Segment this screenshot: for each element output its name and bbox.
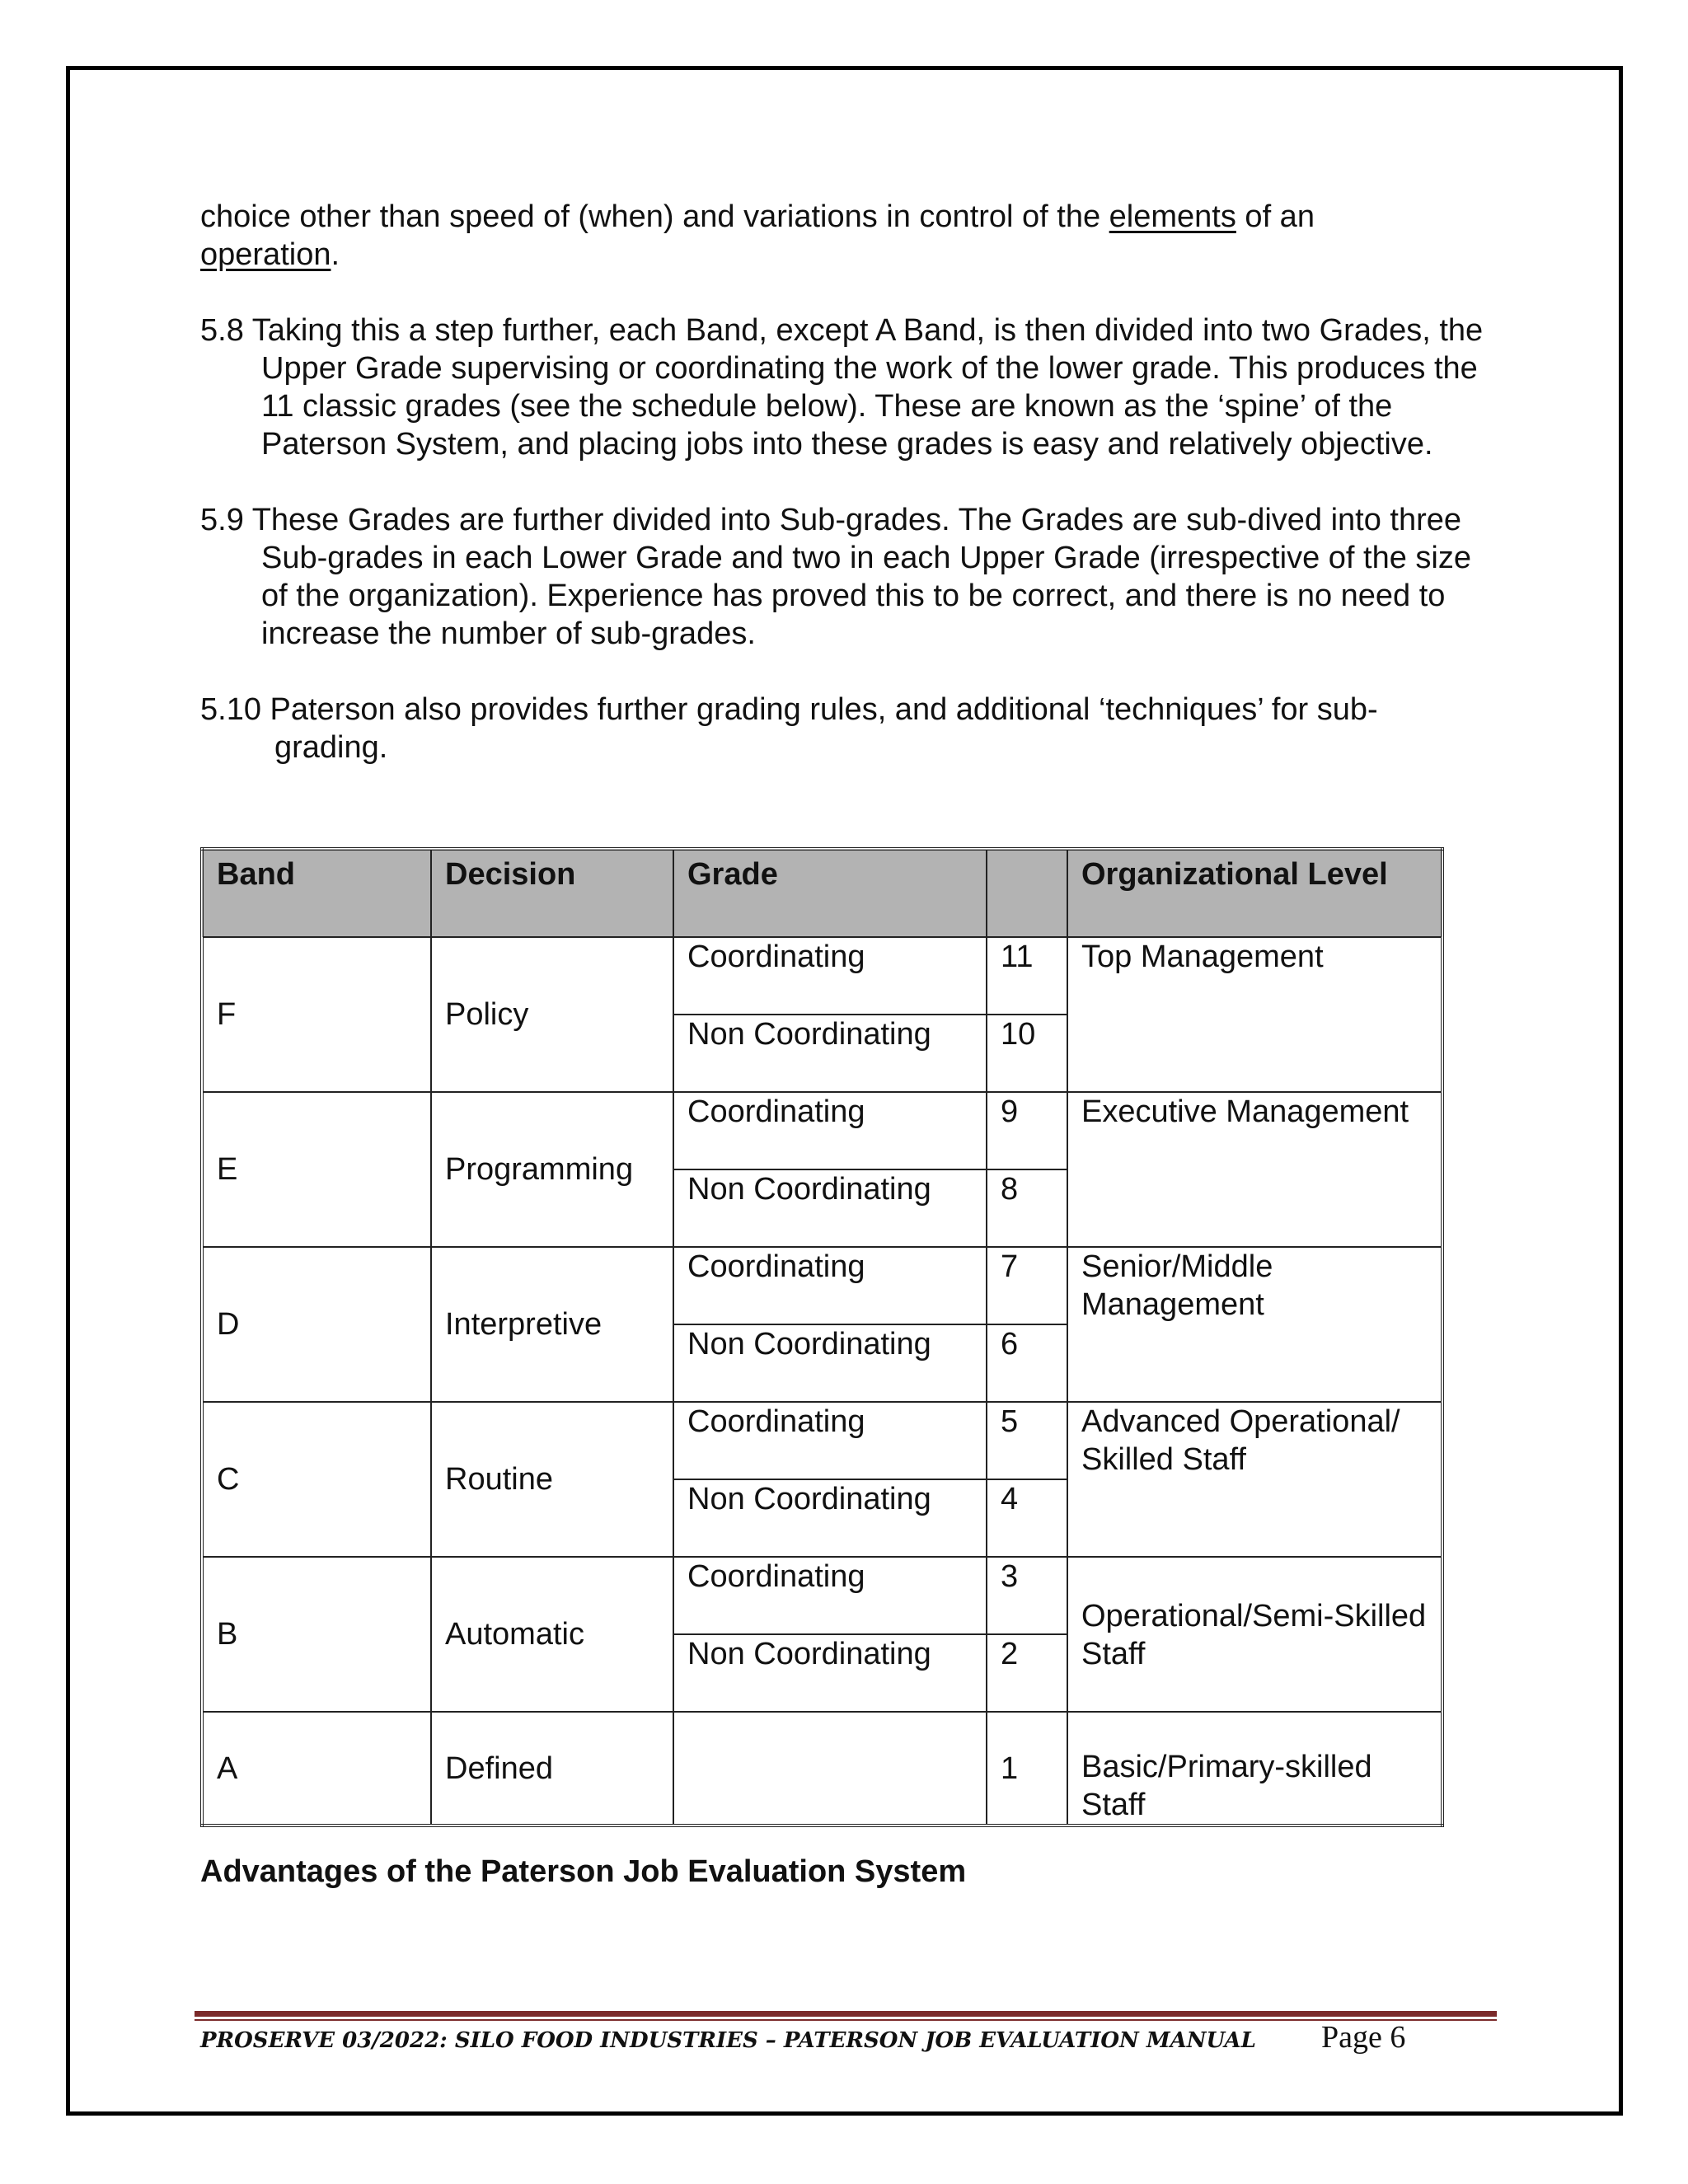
paragraph-5-8: 5.8 Taking this a step further, each Band, except A Band, is then divided into two Grades, the Upper Grade supervising or coordinating the work of the lower grade. This produces the 11 classic grades (see the schedule below). These are known as the ‘spine’ of the Paterson System, and placing jobs into these grades is easy and relatively objective. [200, 313, 1484, 462]
decision-cell: Policy [431, 937, 673, 1092]
operation-link: operation [200, 237, 331, 272]
grade-cell: Coordinating [673, 1247, 987, 1324]
decision-cell: Programming [431, 1092, 673, 1247]
grade-cell: Non Coordinating [673, 1479, 987, 1557]
band-cell: B [202, 1557, 431, 1712]
level-cell: Advanced Operational/ Skilled Staff [1067, 1402, 1442, 1557]
decision-cell: Defined [431, 1712, 673, 1825]
footer-page-number: Page 6 [1321, 2020, 1406, 2055]
paterson-grades-table [200, 847, 1444, 1827]
header-organizational-level: Organizational Level [1067, 849, 1442, 937]
grade-number-cell: 8 [987, 1169, 1067, 1247]
grade-number-cell: 3 [987, 1557, 1067, 1634]
decision-cell: Automatic [431, 1557, 673, 1712]
elements-link: elements [1109, 199, 1236, 234]
header-grade: Grade [673, 849, 987, 937]
header-decision: Decision [431, 849, 673, 937]
paragraph-5-10: 5.10 Paterson also provides further grading rules, and additional ‘techniques’ for sub-grading. [200, 692, 1378, 765]
table-header-row [202, 849, 1442, 937]
grade-number-cell: 10 [987, 1015, 1067, 1092]
grade-cell [673, 1712, 987, 1825]
grade-cell: Non Coordinating [673, 1169, 987, 1247]
intro-paragraph: choice other than speed of (when) and variations in control of the elements of an operation. [200, 199, 1315, 272]
level-cell: Basic/Primary-skilled Staff [1067, 1712, 1442, 1825]
footer-document-title: PROSERVE 03/2022: SILO FOOD INDUSTRIES – PATERSON JOB EVALUATION MANUAL [200, 2028, 1256, 2053]
table-row [202, 1557, 1442, 1634]
grade-number-cell: 11 [987, 937, 1067, 1015]
header-grade-number [987, 849, 1067, 937]
level-cell: Executive Management [1067, 1092, 1442, 1247]
band-cell: D [202, 1247, 431, 1402]
paragraph-5-9: 5.9 These Grades are further divided into Sub-grades. The Grades are sub-dived into three Sub-grades in each Lower Grade and two in each Upper Grade (irrespective of the size of the organization). Experience has proved this to be correct, and there is no need to increase the number of sub-grades. [200, 503, 1472, 651]
header-band: Band [202, 849, 431, 937]
table-row [202, 1712, 1442, 1825]
section-heading: Advantages of the Paterson Job Evaluation System [200, 1854, 967, 1889]
grade-cell: Non Coordinating [673, 1015, 987, 1092]
level-cell: Operational/Semi-Skilled Staff [1067, 1557, 1442, 1712]
grade-number-cell: 4 [987, 1479, 1067, 1557]
grade-cell: Coordinating [673, 1402, 987, 1479]
band-cell: F [202, 937, 431, 1092]
body-text [200, 198, 1486, 804]
grade-cell: Non Coordinating [673, 1324, 987, 1402]
grade-number-cell: 5 [987, 1402, 1067, 1479]
grade-number-cell: 7 [987, 1247, 1067, 1324]
decision-cell: Routine [431, 1402, 673, 1557]
table-row [202, 1247, 1442, 1324]
grade-cell: Coordinating [673, 1557, 987, 1634]
grade-cell: Coordinating [673, 937, 987, 1015]
table-row [202, 937, 1442, 1015]
level-cell: Top Management [1067, 937, 1442, 1092]
grade-number-cell: 9 [987, 1092, 1067, 1169]
band-cell: E [202, 1092, 431, 1247]
grade-number-cell: 1 [987, 1712, 1067, 1825]
table-row [202, 1092, 1442, 1169]
grade-cell: Coordinating [673, 1092, 987, 1169]
table-row [202, 1402, 1442, 1479]
decision-cell: Interpretive [431, 1247, 673, 1402]
grade-number-cell: 2 [987, 1634, 1067, 1712]
grade-number-cell: 6 [987, 1324, 1067, 1402]
grade-cell: Non Coordinating [673, 1634, 987, 1712]
band-cell: C [202, 1402, 431, 1557]
level-cell: Senior/Middle Management [1067, 1247, 1442, 1402]
band-cell: A [202, 1712, 431, 1825]
